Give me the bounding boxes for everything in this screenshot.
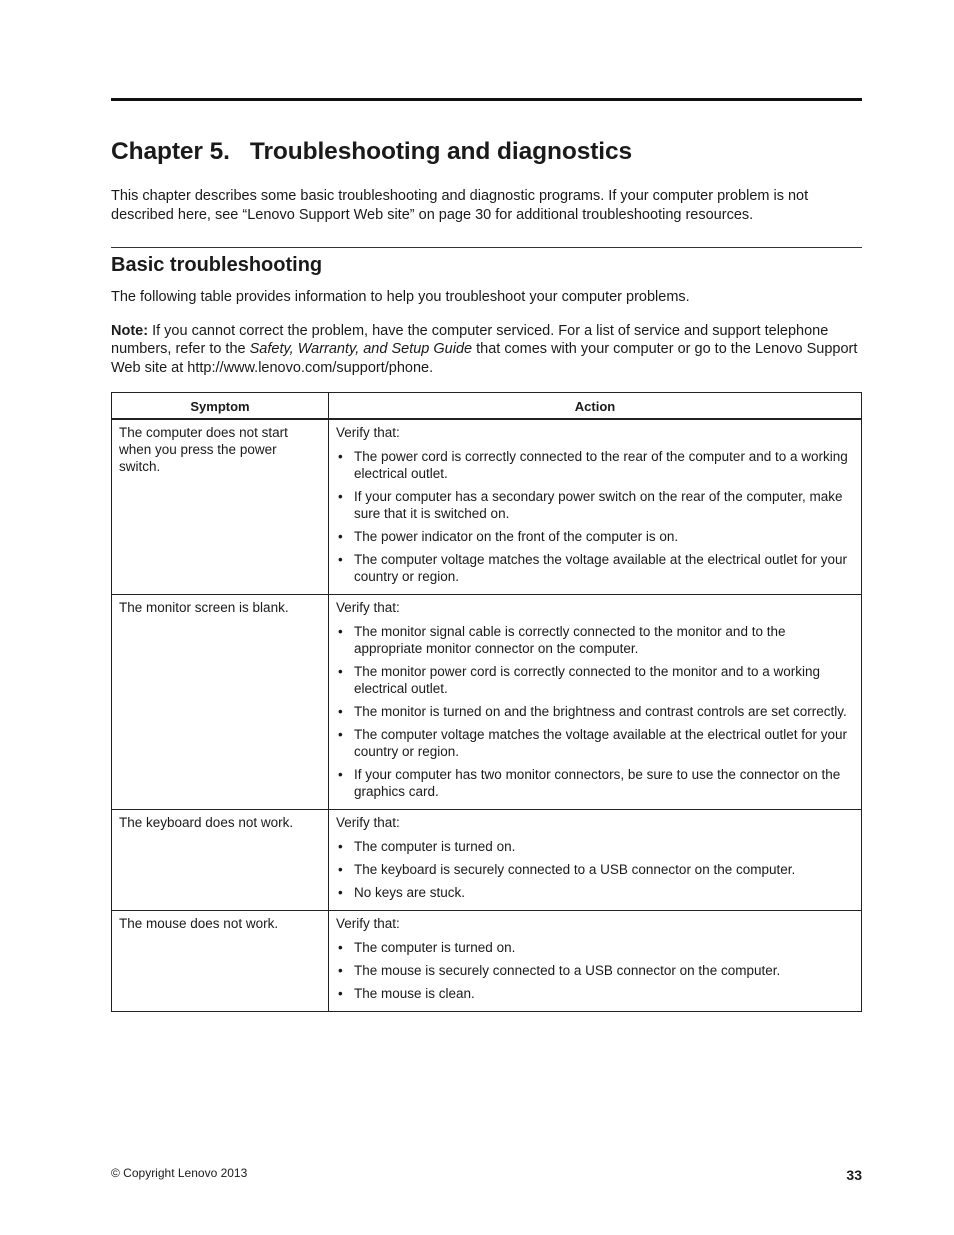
verify-label: Verify that: [336, 916, 400, 931]
action-cell [329, 911, 862, 1012]
table-body [112, 419, 862, 1012]
action-list-item: • The monitor signal cable is correctly connected to the monitor and to the appropriate monitor connector on the computer. [336, 623, 854, 657]
chapter-top-rule [111, 98, 862, 101]
note-label: Note: [111, 322, 149, 339]
note-guide-title: Safety, Warranty, and Setup Guide [249, 341, 473, 357]
action-list [336, 623, 854, 800]
note-text-before: If you cannot correct the problem, have the computer serviced. For a list of service and support telephone numbers, refer to the [111, 322, 829, 357]
table-row [112, 419, 862, 595]
note-text-after: that comes with your computer or go to the Lenovo Support Web site at http://www.lenovo.com/support/phone. [111, 341, 858, 376]
table-row [112, 595, 862, 810]
action-header: Action [329, 393, 862, 420]
action-cell [329, 595, 862, 810]
table-header-row [112, 393, 862, 420]
verify-label: Verify that: [336, 600, 400, 615]
symptom-header: Symptom [112, 393, 329, 420]
action-list-item: • The power cord is correctly connected to the rear of the computer and to a working electrical outlet. [336, 448, 854, 482]
action-list-item: • The keyboard is securely connected to a USB connector on the computer. [336, 861, 854, 878]
action-list-item: • The computer is turned on. [336, 939, 854, 956]
troubleshooting-table [111, 392, 862, 1012]
action-list-item: • The mouse is securely connected to a USB connector on the computer. [336, 962, 854, 979]
chapter-intro: This chapter describes some basic troubleshooting and diagnostic programs. If your computer problem is not described here, see “Lenovo Support Web site” on page 30 for additional troubleshooting resources. [111, 188, 809, 223]
verify-label: Verify that: [336, 815, 400, 830]
action-list [336, 939, 854, 1002]
action-list [336, 838, 854, 901]
action-list-item: • No keys are stuck. [336, 884, 854, 901]
verify-label: Verify that: [336, 425, 400, 440]
copyright-footer: © Copyright Lenovo 2013 [111, 1166, 248, 1180]
action-list [336, 448, 854, 585]
action-list-item: • The mouse is clean. [336, 985, 854, 1002]
page-content [111, 98, 862, 1012]
symptom-cell: The mouse does not work. [112, 911, 329, 1012]
action-list-item: • The monitor power cord is correctly connected to the monitor and to a working electrical outlet. [336, 663, 854, 697]
action-list-item: • The computer is turned on. [336, 838, 854, 855]
action-list-item: • The monitor is turned on and the brightness and contrast controls are set correctly. [336, 703, 854, 720]
table-row [112, 911, 862, 1012]
action-cell [329, 810, 862, 911]
action-list-item: • The computer voltage matches the voltage available at the electrical outlet for your country or region. [336, 551, 854, 585]
symptom-cell: The computer does not start when you press the power switch. [112, 419, 329, 595]
section-intro: The following table provides information to help you troubleshoot your computer problems. [111, 289, 690, 305]
action-list-item: • If your computer has a secondary power switch on the rear of the computer, make sure that it is switched on. [336, 488, 854, 522]
action-list-item: • The computer voltage matches the voltage available at the electrical outlet for your country or region. [336, 726, 854, 760]
chapter-title: Chapter 5. Troubleshooting and diagnostics [111, 138, 633, 165]
symptom-cell: The monitor screen is blank. [112, 595, 329, 810]
page-number: 33 [846, 1167, 862, 1183]
action-list-item: • The power indicator on the front of the computer is on. [336, 528, 854, 545]
section-title: Basic troubleshooting [111, 254, 323, 276]
section-rule [111, 247, 862, 248]
action-cell [329, 419, 862, 595]
action-list-item: • If your computer has two monitor connectors, be sure to use the connector on the graphics card. [336, 766, 854, 800]
symptom-cell: The keyboard does not work. [112, 810, 329, 911]
table-row [112, 810, 862, 911]
note-paragraph [111, 322, 862, 378]
